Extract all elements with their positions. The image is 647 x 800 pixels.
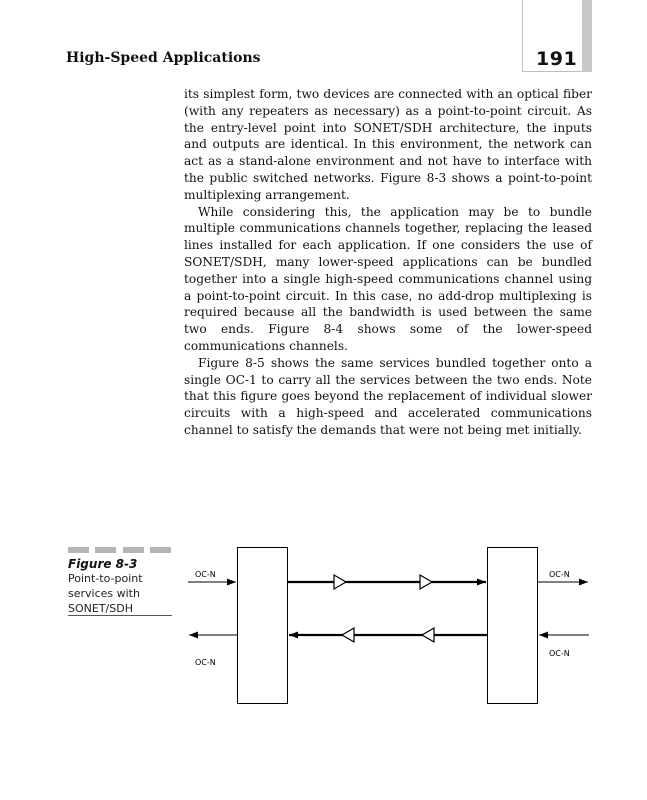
paragraph-2: While considering this, the application may be to bundle multiple communications channels together, replacing the leased lines installed for each application. If one considers the use of SONET/SDH, many lower-speed applications can be bundled together into a single high-speed communications channel using a point-to-point circuit. In this case, no add-drop multiplexing is required because all the bandwidth is used between the same two ends. Figure 8-4 shows some of the lower-speed communications channels.	[184, 204, 592, 353]
left-multiplexer-box	[238, 548, 288, 704]
figure-label: Figure 8-3	[68, 557, 138, 571]
running-head: High-Speed Applications	[66, 50, 261, 66]
reverse-repeater-2	[422, 628, 434, 642]
reverse-repeater-1	[342, 628, 354, 642]
label-right-bottom: OC-N	[549, 649, 570, 658]
paragraph-3: Figure 8-5 shows the same services bundled together onto a single OC-1 to carry all the services between the two ends. Note that this figure goes beyond the replacement of individual slower circuits with a high-speed and accelerated communications channel to satisfy the demands that were not being met initially.	[184, 355, 592, 437]
paragraph-1: its simplest form, two devices are connected with an optical fiber (with any repeaters as necessary) as a point-to-point circuit. As the entry-level point into SONET/SDH architecture, the inputs and outputs are identical. In this environment, the network can act as a stand-alone environment and not have to interface with the public switched networks. Figure 8-3 shows a point-to-point multiplexing arrangement.	[184, 87, 592, 202]
page-number: 191	[536, 48, 578, 70]
forward-repeater-2	[420, 575, 432, 589]
forward-repeater-1	[334, 575, 346, 589]
label-right-top: OC-N	[549, 570, 570, 579]
right-multiplexer-box	[488, 548, 538, 704]
label-left-bottom: OC-N	[195, 658, 216, 667]
label-left-top: OC-N	[195, 570, 216, 579]
figure-caption: Point-to-point services with SONET/SDH	[68, 572, 143, 615]
